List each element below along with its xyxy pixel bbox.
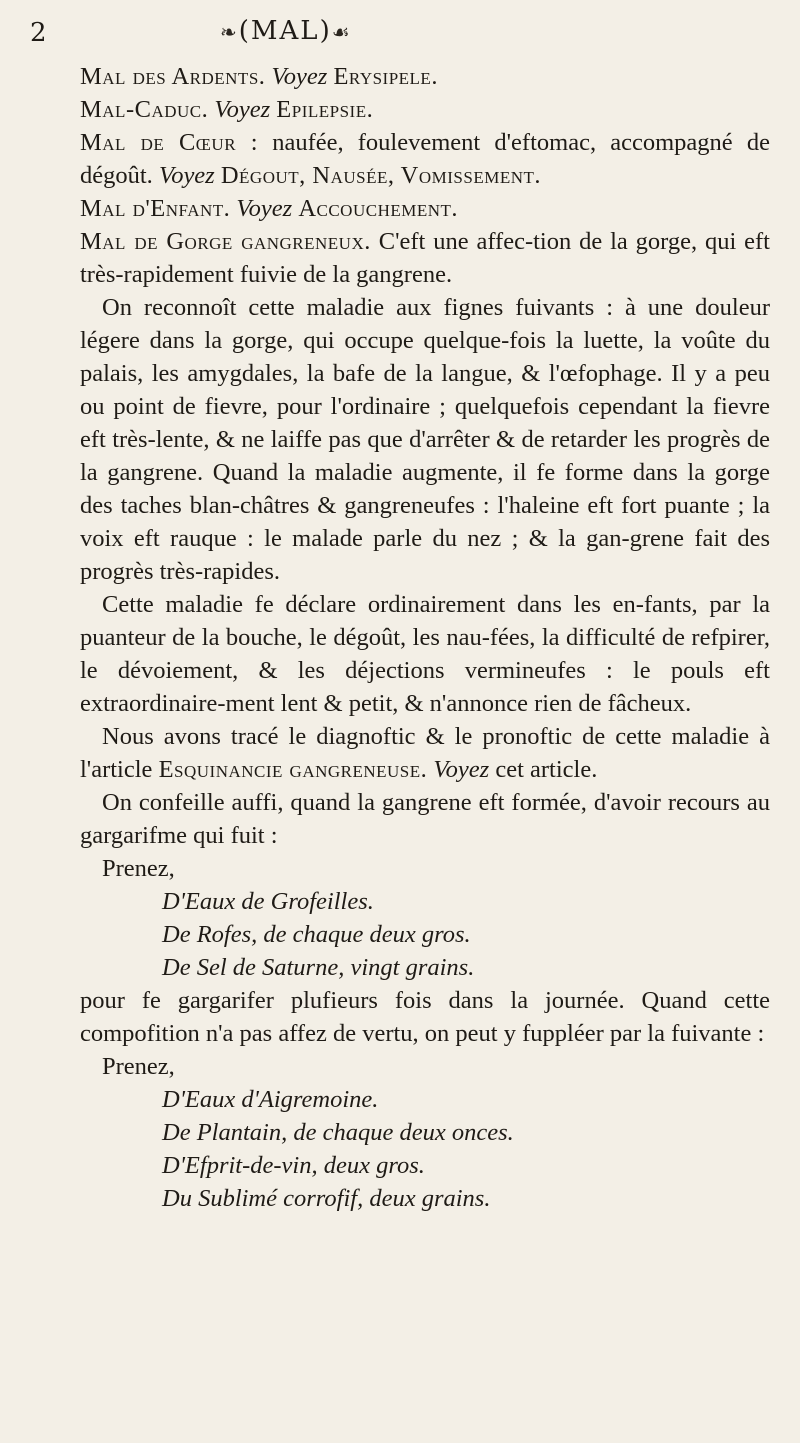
cross-ref-lead: Nous avons tracé le diagnoftic & le pronoftic de cette maladie à l'article: [80, 723, 770, 783]
see-label: Voyez: [271, 63, 328, 90]
entry-head: Mal d'Enfant.: [80, 195, 231, 222]
entry-mal-caduc: [80, 93, 770, 126]
recipe-line: De Plantain, de chaque deux onces.: [162, 1119, 514, 1146]
paragraph-gargle-intro: On confeille auffi, quand la gangrene eft formée, d'avoir recours au gargarifme qui fuit :: [80, 789, 770, 849]
entry-mal-d-enfant: [80, 192, 770, 225]
recipe-line: D'Eaux de Grofeilles.: [162, 888, 374, 915]
entry-body: C'eft une affec-tion de la gorge, qui eft très-rapidement fuivie de la gangrene.: [80, 228, 770, 288]
ornament-left-icon: ❧: [220, 20, 239, 44]
page-number: 2: [30, 18, 47, 48]
see-label: Voyez: [433, 756, 490, 783]
ornament-right-icon: ☙: [331, 20, 352, 44]
see-label: Voyez: [158, 162, 215, 189]
recipe-line: Du Sublimé corrofif, deux grains.: [162, 1185, 491, 1212]
recipe-lead: Prenez,: [102, 855, 175, 882]
entry-target: Accouchement.: [298, 195, 459, 222]
recipe-line: De Sel de Saturne, vingt grains.: [162, 954, 475, 981]
entry-target: Epilepsie.: [276, 96, 374, 123]
paragraph-middle: pour fe gargarifer plufieurs fois dans la journée. Quand cette compofition n'a pas affez de vertu, on peut y fuppléer par la fuivante :: [80, 987, 770, 1047]
entry-mal-de-gorge: [80, 225, 770, 291]
recipe-line: De Rofes, de chaque deux gros.: [162, 921, 471, 948]
see-label: Voyez: [214, 96, 271, 123]
entry-head: Mal des Ardents.: [80, 63, 266, 90]
paragraph-children: Cette maladie fe déclare ordinairement dans les en-fants, par la puanteur de la bouche, le dégoût, les nau-fées, la difficulté de refpirer, le dévoiement, & les déjections vermineufes : le pouls eft extraordinaire-ment lent & petit, & n'annonce rien de fâcheux.: [80, 591, 770, 717]
recipe-line: D'Efprit-de-vin, deux gros.: [162, 1152, 425, 1179]
recipe-lead: Prenez,: [102, 1053, 175, 1080]
entry-head: Mal-Caduc.: [80, 96, 209, 123]
entry-head: Mal de Gorge gangreneux.: [80, 228, 371, 255]
cross-ref-tail: cet article.: [489, 756, 598, 783]
running-title-text: (MAL): [238, 16, 332, 46]
paragraph-symptoms: On reconnoît cette maladie aux fignes fuivants : à une douleur légere dans la gorge, qui occupe quelque-fois la luette, la voûte du palais, les amygdales, la bafe de la langue, & l'œfophage. Il y a peu ou point de fievre, pour l'ordinaire ; quelquefois cependant la fievre eft très-lente, & ne laiffe pas que d'arrêter & de retarder les progrès de la gangrene. Quand la maladie augmente, il fe forme dans la gorge des taches blan-châtres & gangreneufes : l'haleine eft fort puante ; la voix eft rauque : le malade parle du nez ; & la gan-grene fait des progrès très-rapides.: [80, 294, 770, 585]
entry-head: Mal de Cœur :: [80, 129, 259, 156]
entry-body: naufée, foulevement d'eftomac, accompagné de dégoût.: [80, 129, 770, 189]
entry-target: Erysipele.: [333, 63, 438, 90]
running-title: [220, 16, 352, 46]
cross-ref-article: Esquinancie gangreneuse.: [158, 756, 428, 783]
entry-mal-de-coeur: [80, 126, 770, 192]
recipe-line: D'Eaux d'Aigremoine.: [162, 1086, 379, 1113]
paragraph-cross-reference: [80, 720, 770, 786]
entry-mal-des-ardents: [80, 60, 770, 93]
body-text: [80, 60, 770, 1215]
see-label: Voyez: [236, 195, 293, 222]
recipe-1: [80, 852, 770, 984]
recipe-2: [80, 1050, 770, 1215]
entry-target: Dégout, Nausée, Vomissement.: [220, 162, 542, 189]
page-header: [30, 14, 770, 54]
